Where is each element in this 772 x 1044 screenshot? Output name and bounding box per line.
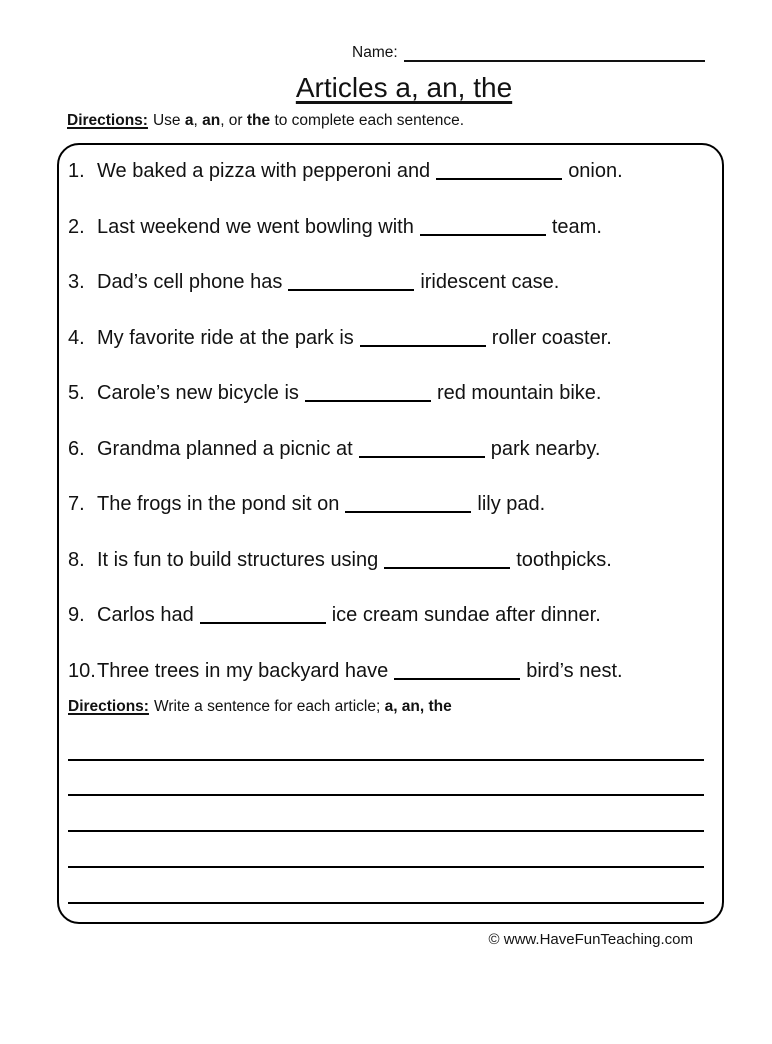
sentence-after-blank: bird’s nest. — [526, 659, 623, 682]
answer-blank — [394, 666, 520, 680]
sentence-text — [97, 216, 712, 238]
writing-line — [68, 759, 704, 761]
sentence-number: 1. — [68, 160, 85, 182]
answer-blank — [359, 444, 485, 458]
answer-blank — [345, 499, 471, 513]
answer-blank — [200, 610, 326, 624]
sentence-item — [68, 438, 712, 460]
sentence-text — [97, 604, 712, 626]
sentence-after-blank: toothpicks. — [516, 548, 612, 571]
name-write-line — [404, 46, 705, 62]
directions-fill-in — [67, 112, 772, 130]
sentence-number: 6. — [68, 437, 85, 460]
sentence-after-blank: roller coaster. — [491, 326, 612, 349]
directions-text — [154, 698, 452, 715]
article-word: a, an, the — [384, 697, 452, 715]
sentence-text — [97, 660, 712, 682]
answer-blank — [360, 333, 486, 347]
sentence-before-blank: Carole’s new bicycle is — [97, 382, 299, 404]
sentence-text — [97, 493, 712, 515]
sentence-number: 2. — [68, 215, 85, 238]
sentence-before-blank: Carlos had — [97, 604, 194, 626]
sentence-number: 9. — [68, 604, 85, 626]
sentence-item — [68, 549, 712, 571]
answer-blank — [288, 277, 414, 291]
directions-write-sentence — [68, 698, 712, 716]
sentence-before-blank: It is fun to build structures using — [97, 548, 379, 571]
name-row — [352, 44, 705, 62]
directions-segment: , — [193, 112, 203, 129]
article-word: the — [246, 112, 271, 129]
sentence-text — [97, 327, 712, 349]
answer-blank — [420, 222, 546, 236]
sentence-number: 7. — [68, 493, 85, 515]
writing-line — [68, 794, 704, 796]
sentence-after-blank: red mountain bike. — [436, 382, 602, 404]
sentence-after-blank: team. — [551, 215, 602, 238]
sentence-item — [68, 327, 712, 349]
sentence-number: 5. — [68, 382, 85, 404]
footer-credit: © www.HaveFunTeaching.com — [488, 930, 693, 948]
sentence-item — [68, 216, 712, 238]
sentence-item — [68, 660, 712, 682]
sentence-before-blank: Dad’s cell phone has — [97, 271, 283, 293]
answer-blank — [384, 555, 510, 569]
sentence-number: 10. — [68, 659, 96, 682]
answer-blank — [305, 388, 431, 402]
directions-segment: Use — [152, 112, 185, 129]
directions-segment: , or — [220, 112, 247, 129]
sentence-list — [68, 160, 712, 682]
directions-text — [153, 112, 464, 129]
sentence-text — [97, 160, 712, 182]
sentence-after-blank: park nearby. — [490, 437, 601, 460]
sentence-item — [68, 160, 712, 182]
sentence-before-blank: The frogs in the pond sit on — [97, 493, 340, 515]
directions-label: Directions: — [67, 112, 148, 129]
sentence-number: 3. — [68, 271, 85, 293]
directions-segment: to complete each sentence. — [270, 112, 465, 129]
name-label: Name: — [352, 44, 398, 61]
writing-line — [68, 830, 704, 832]
directions-label: Directions: — [68, 697, 149, 715]
sentence-after-blank: ice cream sundae after dinner. — [331, 604, 601, 626]
sentence-item — [68, 271, 712, 293]
article-word: an — [202, 112, 221, 129]
answer-blank — [436, 166, 562, 180]
sentence-after-blank: onion. — [568, 160, 623, 182]
sentence-number: 8. — [68, 548, 85, 571]
page-title: Articles a, an, the — [295, 72, 513, 103]
article-word: a — [184, 112, 194, 129]
writing-lines — [68, 759, 704, 904]
sentence-text — [97, 549, 712, 571]
sentence-item — [68, 604, 712, 626]
sentence-before-blank: My favorite ride at the park is — [97, 326, 354, 349]
worksheet-box — [57, 143, 724, 924]
title-wrap — [0, 71, 772, 104]
sentence-item — [68, 382, 712, 404]
writing-line — [68, 866, 704, 868]
sentence-text — [97, 271, 712, 293]
directions-segment: Write a sentence for each article; — [153, 697, 385, 715]
sentence-before-blank: Last weekend we went bowling with — [97, 215, 414, 238]
sentence-text — [97, 382, 712, 404]
sentence-before-blank: Grandma planned a picnic at — [97, 437, 353, 460]
sentence-after-blank: lily pad. — [477, 493, 546, 515]
sentence-text — [97, 438, 712, 460]
sentence-number: 4. — [68, 326, 85, 349]
sentence-after-blank: iridescent case. — [420, 271, 560, 293]
sentence-before-blank: Three trees in my backyard have — [97, 659, 389, 682]
sentence-item — [68, 493, 712, 515]
writing-line — [68, 902, 704, 904]
sentence-before-blank: We baked a pizza with pepperoni and — [97, 160, 431, 182]
